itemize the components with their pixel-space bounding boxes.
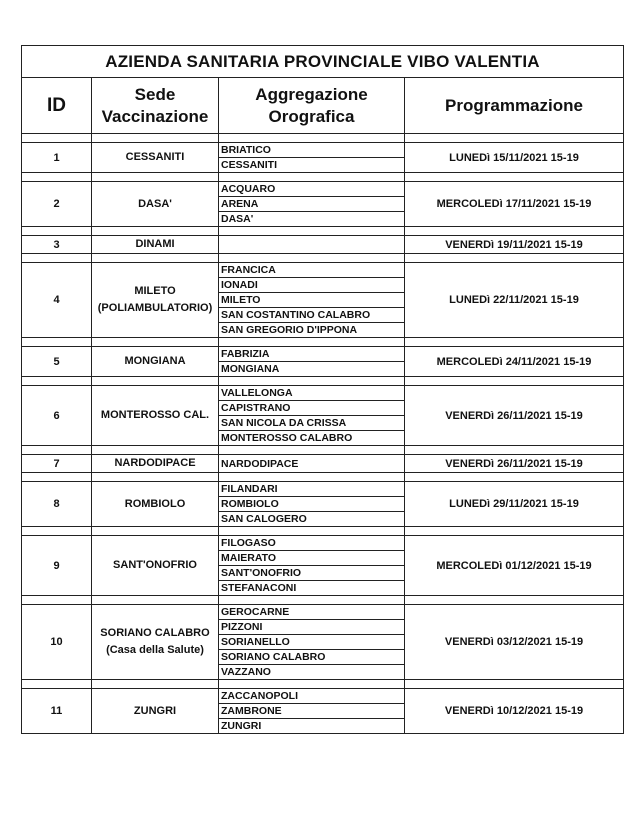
spacer-row (22, 338, 624, 347)
spacer-cell (22, 596, 92, 605)
spacer-cell (92, 527, 219, 536)
table-title: AZIENDA SANITARIA PROVINCIALE VIBO VALENTIA (22, 46, 624, 78)
cell-comune: SAN GREGORIO D'IPPONA (219, 323, 405, 338)
spacer-row (22, 377, 624, 386)
spacer-row (22, 173, 624, 182)
cell-sede (92, 263, 219, 338)
spacer-cell (405, 473, 624, 482)
cell-programmazione: MERCOLEDì 17/11/2021 15-19 (405, 182, 624, 227)
cell-comune: ZUNGRI (219, 719, 405, 734)
cell-comune: IONADI (219, 278, 405, 293)
sede-note: (Casa della Salute) (106, 644, 204, 656)
cell-sede (92, 536, 219, 596)
cell-programmazione: MERCOLEDì 01/12/2021 15-19 (405, 536, 624, 596)
cell-id: 3 (22, 236, 92, 254)
cell-sede (92, 386, 219, 446)
spacer-cell (405, 446, 624, 455)
cell-comune: MONTEROSSO CALABRO (219, 431, 405, 446)
header-aggregazione: Aggregazione Orografica (219, 78, 405, 134)
spacer-cell (405, 527, 624, 536)
spacer-cell (219, 377, 405, 386)
cell-sede (92, 236, 219, 254)
schedule-table (21, 45, 624, 734)
cell-comune: FRANCICA (219, 263, 405, 278)
spacer-row (22, 473, 624, 482)
cell-comune: SAN CALOGERO (219, 512, 405, 527)
cell-id: 8 (22, 482, 92, 527)
cell-id: 1 (22, 143, 92, 173)
header-programmazione: Programmazione (405, 78, 624, 134)
cell-id: 7 (22, 455, 92, 473)
spacer-row (22, 680, 624, 689)
spacer-cell (92, 680, 219, 689)
cell-id: 5 (22, 347, 92, 377)
sede-name: NARDODIPACE (114, 457, 196, 469)
cell-comune: ACQUARO (219, 182, 405, 197)
cell-comune: STEFANACONI (219, 581, 405, 596)
cell-comune: SORIANELLO (219, 635, 405, 650)
cell-comune: CAPISTRANO (219, 401, 405, 416)
spacer-row (22, 227, 624, 236)
spacer-cell (92, 596, 219, 605)
cell-comune: ZAMBRONE (219, 704, 405, 719)
spacer-cell (92, 446, 219, 455)
cell-comune: ZACCANOPOLI (219, 689, 405, 704)
sede-name: SORIANO CALABRO (100, 627, 210, 639)
cell-id: 6 (22, 386, 92, 446)
spacer-cell (22, 473, 92, 482)
cell-comune: FILOGASO (219, 536, 405, 551)
spacer-cell (405, 134, 624, 143)
cell-programmazione: LUNEDì 29/11/2021 15-19 (405, 482, 624, 527)
sede-name: SANT'ONOFRIO (113, 559, 197, 571)
spacer-cell (22, 680, 92, 689)
cell-comune: SANT'ONOFRIO (219, 566, 405, 581)
spacer-cell (92, 173, 219, 182)
schedule-sheet (21, 45, 623, 734)
cell-comune: FABRIZIA (219, 347, 405, 362)
sede-name: DINAMI (135, 238, 175, 250)
table-row (22, 347, 624, 362)
spacer-cell (219, 173, 405, 182)
sede-name: ROMBIOLO (124, 497, 186, 510)
cell-comune: MAIERATO (219, 551, 405, 566)
cell-sede (92, 605, 219, 680)
spacer-cell (219, 254, 405, 263)
cell-comune: PIZZONI (219, 620, 405, 635)
sede-note: (POLIAMBULATORIO) (97, 302, 213, 314)
spacer-cell (219, 680, 405, 689)
table-row (22, 689, 624, 704)
sede-name: DASA' (138, 197, 172, 210)
spacer-row (22, 527, 624, 536)
spacer-cell (22, 254, 92, 263)
cell-programmazione: VENERDì 10/12/2021 15-19 (405, 689, 624, 734)
cell-comune: GEROCARNE (219, 605, 405, 620)
spacer-cell (405, 173, 624, 182)
cell-comune: MILETO (219, 293, 405, 308)
spacer-cell (92, 377, 219, 386)
cell-sede (92, 482, 219, 527)
spacer-cell (22, 338, 92, 347)
header-sede: Sede Vaccinazione (92, 78, 219, 134)
spacer-cell (92, 338, 219, 347)
cell-comune: ROMBIOLO (219, 497, 405, 512)
cell-programmazione: VENERDì 26/11/2021 15-19 (405, 455, 624, 473)
spacer-row (22, 596, 624, 605)
spacer-cell (22, 173, 92, 182)
table-row (22, 143, 624, 158)
cell-id: 4 (22, 263, 92, 338)
table-row (22, 182, 624, 197)
spacer-cell (219, 473, 405, 482)
cell-sede (92, 182, 219, 227)
spacer-cell (219, 338, 405, 347)
spacer-row (22, 446, 624, 455)
sede-name: MILETO (134, 285, 176, 297)
spacer-cell (219, 134, 405, 143)
cell-comune: DASA' (219, 212, 405, 227)
spacer-cell (92, 473, 219, 482)
spacer-cell (22, 227, 92, 236)
cell-comune: MONGIANA (219, 362, 405, 377)
spacer-cell (22, 527, 92, 536)
sede-name: ZUNGRI (133, 704, 177, 717)
cell-comune: SAN NICOLA DA CRISSA (219, 416, 405, 431)
sede-name: CESSANITI (125, 151, 185, 163)
spacer-cell (92, 227, 219, 236)
table-row (22, 536, 624, 551)
cell-comune: VAZZANO (219, 665, 405, 680)
cell-sede (92, 143, 219, 173)
cell-comune: FILANDARI (219, 482, 405, 497)
cell-programmazione: MERCOLEDì 24/11/2021 15-19 (405, 347, 624, 377)
spacer-cell (405, 254, 624, 263)
sede-name: MONTEROSSO CAL. (100, 409, 210, 421)
cell-programmazione: VENERDì 19/11/2021 15-19 (405, 236, 624, 254)
table-row (22, 236, 624, 254)
cell-programmazione: LUNEDì 15/11/2021 15-19 (405, 143, 624, 173)
cell-id: 9 (22, 536, 92, 596)
cell-programmazione: VENERDì 26/11/2021 15-19 (405, 386, 624, 446)
table-row (22, 605, 624, 620)
cell-comune: SAN COSTANTINO CALABRO (219, 308, 405, 323)
cell-comune: ARENA (219, 197, 405, 212)
cell-id: 11 (22, 689, 92, 734)
spacer-row (22, 134, 624, 143)
header-id: ID (22, 78, 92, 134)
table-row (22, 482, 624, 497)
spacer-cell (219, 446, 405, 455)
spacer-cell (405, 338, 624, 347)
cell-sede (92, 455, 219, 473)
spacer-cell (219, 527, 405, 536)
spacer-cell (22, 134, 92, 143)
cell-id: 10 (22, 605, 92, 680)
cell-programmazione: VENERDì 03/12/2021 15-19 (405, 605, 624, 680)
cell-sede (92, 347, 219, 377)
sede-name: MONGIANA (124, 355, 186, 367)
table-row (22, 386, 624, 401)
spacer-cell (92, 134, 219, 143)
spacer-cell (219, 596, 405, 605)
cell-comune: SORIANO CALABRO (219, 650, 405, 665)
spacer-cell (405, 377, 624, 386)
cell-comune: VALLELONGA (219, 386, 405, 401)
spacer-cell (22, 446, 92, 455)
cell-comune (219, 236, 405, 254)
spacer-cell (92, 254, 219, 263)
spacer-cell (405, 227, 624, 236)
spacer-cell (405, 596, 624, 605)
spacer-cell (22, 377, 92, 386)
cell-comune: CESSANITI (219, 158, 405, 173)
cell-comune: BRIATICO (219, 143, 405, 158)
cell-comune: NARDODIPACE (219, 455, 405, 473)
spacer-cell (219, 227, 405, 236)
cell-sede (92, 689, 219, 734)
table-row (22, 455, 624, 473)
spacer-cell (405, 680, 624, 689)
spacer-row (22, 254, 624, 263)
cell-programmazione: LUNEDì 22/11/2021 15-19 (405, 263, 624, 338)
cell-id: 2 (22, 182, 92, 227)
table-row (22, 263, 624, 278)
